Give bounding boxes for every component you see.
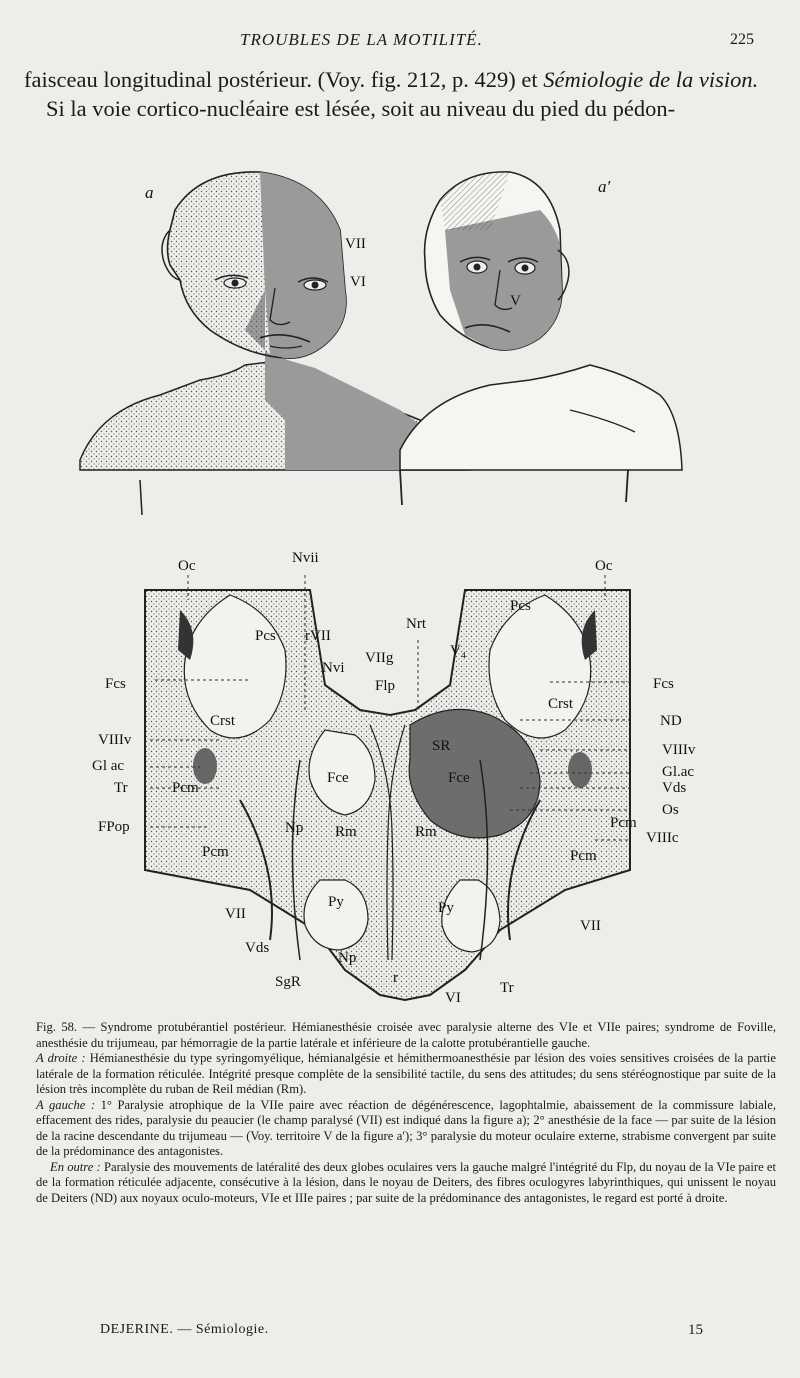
running-title: TROUBLES DE LA MOTILITÉ.	[240, 30, 483, 49]
figure-58	[70, 170, 750, 1005]
panel-label-a: a	[145, 183, 154, 202]
label-pcm-2: Pcm	[202, 844, 229, 860]
label-pcs-left: Pcs	[255, 628, 276, 644]
face-label-v: V	[510, 293, 521, 309]
label-vii-right: VII	[580, 918, 601, 934]
label-viig: VIIg	[365, 650, 394, 666]
body-line-2: Si la voie cortico-nucléaire est lésée, soit au niveau du pied du pédon-	[46, 96, 676, 121]
label-viii-c: VIIIc	[646, 830, 679, 846]
label-vds-right: Vds	[662, 780, 687, 796]
label-viiiv-right: VIIIv	[662, 742, 696, 758]
panel-label-a-prime: a′	[598, 177, 611, 196]
label-nrt: Nrt	[406, 616, 426, 632]
label-py-left: Py	[328, 894, 344, 910]
label-glac-right: Gl.ac	[662, 764, 695, 780]
label-pcm-3: Pcm	[610, 815, 637, 831]
label-np-1: Np	[285, 820, 304, 836]
label-flp: Flp	[375, 678, 396, 694]
face-label-vi: VI	[350, 274, 366, 290]
caption-p2-text: Hémianesthésie du type syringomyélique, hémianalgésie et hémithermoanesthésie par lésion des voies sensitives croisées de la partie latérale de la formation réticulée. Intégrité presque complète de la sensibilité tactile, du sens des attitudes; du sens stéréognostique par suite de la lésion très incomplète du ruban de Reil médian (Rm).	[36, 1051, 776, 1096]
caption-p4-lead: En outre :	[50, 1159, 101, 1174]
caption-p2-lead: A droite :	[36, 1051, 86, 1065]
label-r: r	[393, 970, 398, 986]
figure-illustration	[70, 170, 750, 1005]
label-py-right: Py	[438, 900, 454, 916]
face-label-vii: VII	[345, 236, 366, 252]
label-pcm-1: Pcm	[172, 780, 199, 796]
label-fce-left: Fce	[327, 770, 349, 786]
label-oc-right: Oc	[595, 558, 613, 574]
brainstem-section	[92, 550, 696, 1005]
label-viiiv-left: VIIIv	[98, 732, 132, 748]
label-rm-right: Rm	[415, 824, 437, 840]
caption-p2	[36, 1051, 776, 1098]
caption-p4	[36, 1160, 776, 1207]
label-vi-bottom: VI	[445, 990, 461, 1005]
caption-p1: Fig. 58. — Syndrome protubérantiel postérieur. Hémianesthésie croisée avec paralysie alterne des VIe et VIIe paires; syndrome de Foville, anesthésie du trijumeau, par hémorragie de la partie latérale et inférieure de la calotte protubérantielle gauche.	[36, 1020, 776, 1050]
page-number: 225	[730, 31, 754, 48]
body-line-1-text: faisceau longitudinal postérieur. (Voy. fig. 212, p. 429) et	[24, 67, 544, 92]
body-line-1-italic: Sémiologie de la vision.	[543, 67, 759, 92]
footer-author-title: DEJERINE. — Sémiologie.	[100, 1322, 269, 1337]
caption-p4-text: Paralysie des mouvements de latéralité des deux globes oculaires vers la gauche malgré l'intégrité du Flp, du noyau de la VIe paire et de la formation réticulée adjacente, consécutive à la lésion, dans le noyau de Deiters, des fibres oculogyres labyrinthiques, qui unissent le noyau de Deiters (ND) aux noyaux oculo-moteurs, VIe et IIIe paires ; par suite de la prédominance des antagonistes, le regard est porté à droite.	[36, 1159, 776, 1205]
label-fpop: FPop	[98, 819, 130, 835]
label-crst-right: Crst	[548, 696, 574, 712]
caption-p3-lead: A gauche :	[36, 1097, 96, 1112]
label-v4: V₄	[450, 643, 467, 659]
label-fce-right: Fce	[448, 770, 470, 786]
label-nvi: Nvi	[322, 660, 345, 676]
label-sgr: SgR	[275, 974, 301, 990]
label-oc-left: Oc	[178, 558, 196, 574]
caption-p3-text: 1° Paralysie atrophique de la VIIe paire avec réaction de dégénérescence, lagophtalmie, abaissement de la commissure labiale, effacement des rides, paralysie du peaucier (le champ paralysé (VII) est indiqué dans la figure a); 2° anesthésie de la face — par suite de la lésion de la racine descendante du trijumeau — (Voy. territoire V de la figure a′); 3° paralysie du moteur oculaire externe, strabisme convergent par suite de la prédominance des antagonistes.	[36, 1097, 776, 1158]
body-line-1	[24, 66, 764, 93]
label-pcm-4: Pcm	[570, 848, 597, 864]
label-sr: SR	[432, 738, 451, 754]
footer-signature-number: 15	[688, 1322, 703, 1338]
label-glac-left: Gl ac	[92, 758, 125, 774]
label-vds-left: Vds	[245, 940, 270, 956]
figure-caption	[36, 1020, 776, 1206]
body-text	[24, 66, 764, 122]
label-tr-bottom: Tr	[500, 980, 514, 996]
label-crst-left: Crst	[210, 713, 236, 729]
page-footer	[0, 1322, 800, 1344]
label-fcs-left: Fcs	[105, 676, 126, 692]
portrait-a-prime	[400, 172, 682, 505]
label-nd: ND	[660, 713, 682, 729]
label-rvii: rVII	[305, 628, 331, 644]
label-os: Os	[662, 802, 679, 818]
label-np-2: Np	[338, 950, 357, 966]
caption-p3	[36, 1098, 776, 1160]
label-rm-left: Rm	[335, 824, 357, 840]
label-vii-left: VII	[225, 906, 246, 922]
running-head	[0, 30, 800, 54]
label-fcs-right: Fcs	[653, 676, 674, 692]
label-tr-left: Tr	[114, 780, 128, 796]
label-nvii: Nvii	[292, 550, 319, 566]
label-pcs-right: Pcs	[510, 598, 531, 614]
